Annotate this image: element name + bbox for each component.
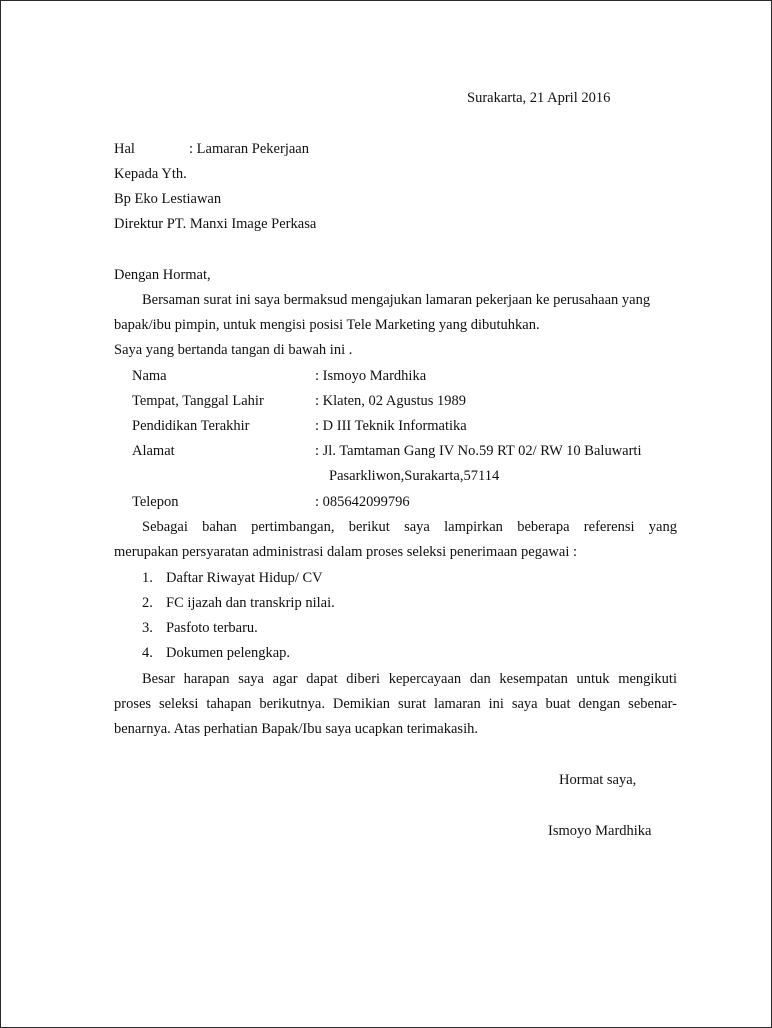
- attachment-item: Daftar Riwayat Hidup/ CV: [166, 570, 323, 586]
- recipient-name: Bp Eko Lestiawan: [114, 191, 222, 207]
- attachment-item: FC ijazah dan transkrip nilai.: [166, 595, 335, 611]
- signature-name: Ismoyo Mardhika: [548, 823, 652, 839]
- recipient-line: Kepada Yth.: [114, 166, 187, 182]
- reference-line-1: Sebagai bahan pertimbangan, berikut saya lampirkan beberapa referensi yang: [142, 519, 677, 535]
- attachment-number: 4.: [142, 645, 153, 661]
- recipient-title: Direktur PT. Manxi Image Perkasa: [114, 216, 317, 232]
- intro-line-2: bapak/ibu pimpin, untuk mengisi posisi Tele Marketing yang dibutuhkan.: [114, 317, 540, 333]
- attachment-item: Pasfoto terbaru.: [166, 620, 258, 636]
- field-label-address: Alamat: [132, 443, 175, 459]
- attachment-number: 1.: [142, 570, 153, 586]
- field-value-name: : Ismoyo Mardhika: [315, 368, 427, 384]
- field-value-birth: : Klaten, 02 Agustus 1989: [315, 393, 467, 409]
- attachment-item: Dokumen pelengkap.: [166, 645, 291, 661]
- closing-line-1: Besar harapan saya agar dapat diberi kepercayaan dan kesempatan untuk mengikuti: [142, 671, 677, 687]
- intro-line-1: Bersaman surat ini saya bermaksud mengajukan lamaran pekerjaan ke perusahaan yang: [142, 292, 651, 308]
- subject-value: : Lamaran Pekerjaan: [189, 141, 309, 157]
- field-label-birth: Tempat, Tanggal Lahir: [132, 393, 264, 409]
- field-value-phone: : 085642099796: [315, 494, 410, 510]
- attachment-number: 2.: [142, 595, 153, 611]
- field-value-address: : Jl. Tamtaman Gang IV No.59 RT 02/ RW 10 Baluwarti: [315, 443, 642, 459]
- closing-line-2: proses seleksi tahapan berikutnya. Demikian surat lamaran ini saya buat dengan sebenar-: [114, 696, 677, 712]
- field-label-phone: Telepon: [132, 494, 179, 510]
- attachment-number: 3.: [142, 620, 153, 636]
- field-value-education: : D III Teknik Informatika: [315, 418, 467, 434]
- undersigned-statement: Saya yang bertanda tangan di bawah ini .: [114, 342, 353, 358]
- greeting: Dengan Hormat,: [114, 267, 211, 283]
- closing-line-3: benarnya. Atas perhatian Bapak/Ibu saya ucapkan terimakasih.: [114, 721, 478, 737]
- place-date: Surakarta, 21 April 2016: [467, 90, 611, 106]
- signoff: Hormat saya,: [559, 772, 637, 788]
- field-value-address-cont: Pasarkliwon,Surakarta,57114: [329, 468, 500, 484]
- field-label-education: Pendidikan Terakhir: [132, 418, 250, 434]
- subject-label: Hal: [114, 141, 135, 157]
- reference-line-2: merupakan persyaratan administrasi dalam proses seleksi penerimaan pegawai :: [114, 544, 578, 560]
- field-label-name: Nama: [132, 368, 167, 384]
